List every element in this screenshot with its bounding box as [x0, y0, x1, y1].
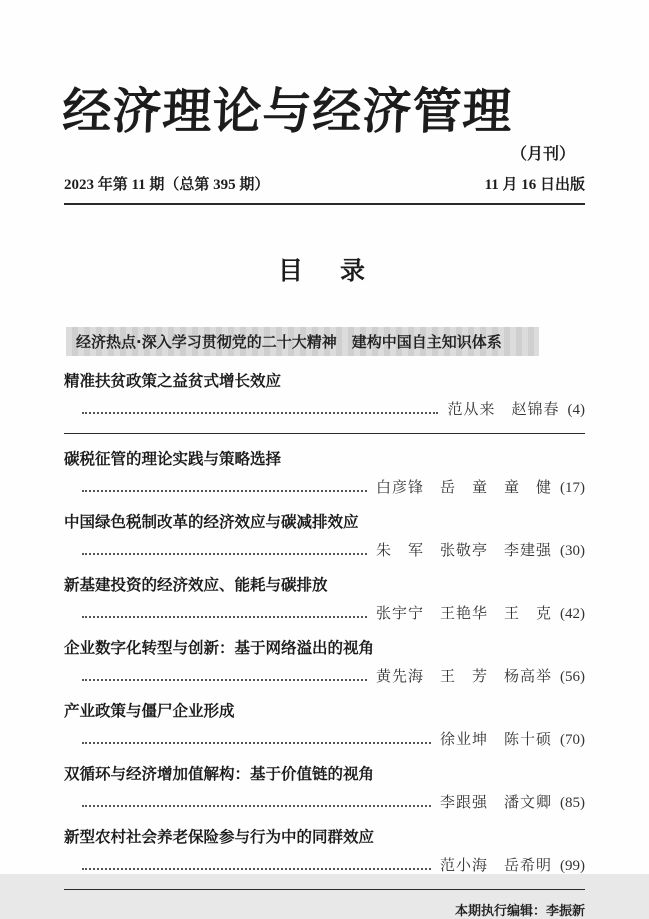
author-line — [64, 791, 585, 812]
publish-date: 11 月 16 日出版 — [484, 177, 585, 194]
article-authors: 黄先海 王 芳 杨高举 — [375, 669, 552, 686]
article-page-number: (4) — [567, 402, 585, 419]
footer-divider — [64, 889, 585, 890]
article-title: 产业政策与僵尸企业形成 — [64, 702, 235, 721]
dot-leader — [82, 616, 367, 618]
article-page-number: (42) — [560, 606, 585, 623]
article-authors: 徐业坤 陈十硕 — [439, 732, 552, 749]
toc-entry — [64, 825, 585, 875]
issue-info: 2023 年第 11 期（总第 395 期） — [64, 177, 270, 194]
dot-leader — [82, 742, 431, 744]
article-title: 新基建投资的经济效应、能耗与碳排放 — [64, 576, 328, 595]
article-title: 中国绿色税制改革的经济效应与碳减排效应 — [64, 513, 359, 532]
article-authors: 朱 军 张敬亭 李建强 — [375, 543, 552, 560]
journal-frequency: （月刊） — [510, 146, 575, 164]
author-line — [64, 602, 585, 623]
author-line — [64, 728, 585, 749]
dot-leader — [82, 679, 367, 681]
article-page-number: (17) — [560, 480, 585, 497]
dot-leader — [82, 490, 367, 492]
article-authors: 张宇宁 王艳华 王 克 — [375, 606, 552, 623]
section-divider — [64, 433, 585, 434]
author-line — [64, 665, 585, 686]
article-page-number: (85) — [560, 795, 585, 812]
dot-leader — [82, 868, 431, 870]
author-line — [64, 539, 585, 560]
toc-entry — [64, 636, 585, 686]
journal-title: 经济理论与经济管理 — [61, 82, 514, 140]
toc-entry — [64, 699, 585, 749]
author-line — [64, 854, 585, 875]
executive-editor-note: 本期执行编辑：李振新 — [454, 904, 585, 919]
issue-row — [64, 173, 585, 203]
article-title: 企业数字化转型与创新：基于网络溢出的视角 — [64, 639, 375, 658]
toc-entry — [64, 573, 585, 623]
toc-entry — [64, 762, 585, 812]
dot-leader — [82, 412, 438, 414]
toc-entry — [64, 447, 585, 497]
article-authors: 李跟强 潘文卿 — [439, 795, 552, 812]
article-page-number: (70) — [560, 732, 585, 749]
article-authors: 范从来 赵锦春 — [447, 402, 560, 419]
dot-leader — [82, 553, 367, 555]
author-line — [64, 398, 585, 419]
article-title: 碳税征管的理论实践与策略选择 — [64, 450, 282, 469]
masthead-divider — [64, 203, 585, 205]
article-title: 双循环与经济增加值解构：基于价值链的视角 — [64, 765, 375, 784]
toc-entry — [64, 510, 585, 560]
author-line — [64, 476, 585, 497]
article-authors: 白彦锋 岳 童 童 健 — [375, 480, 552, 497]
toc-entry — [64, 369, 585, 419]
article-title: 精准扶贫政策之益贫式增长效应 — [64, 372, 282, 391]
dot-leader — [82, 805, 431, 807]
section-header-banner: 经济热点·深入学习贯彻党的二十大精神 建构中国自主知识体系 — [66, 327, 539, 356]
article-authors: 范小海 岳希明 — [439, 858, 552, 875]
article-title: 新型农村社会养老保险参与行为中的同群效应 — [64, 828, 375, 847]
article-page-number: (99) — [560, 858, 585, 875]
toc-heading: 目 录 — [277, 256, 371, 286]
article-page-number: (30) — [560, 543, 585, 560]
article-page-number: (56) — [560, 669, 585, 686]
